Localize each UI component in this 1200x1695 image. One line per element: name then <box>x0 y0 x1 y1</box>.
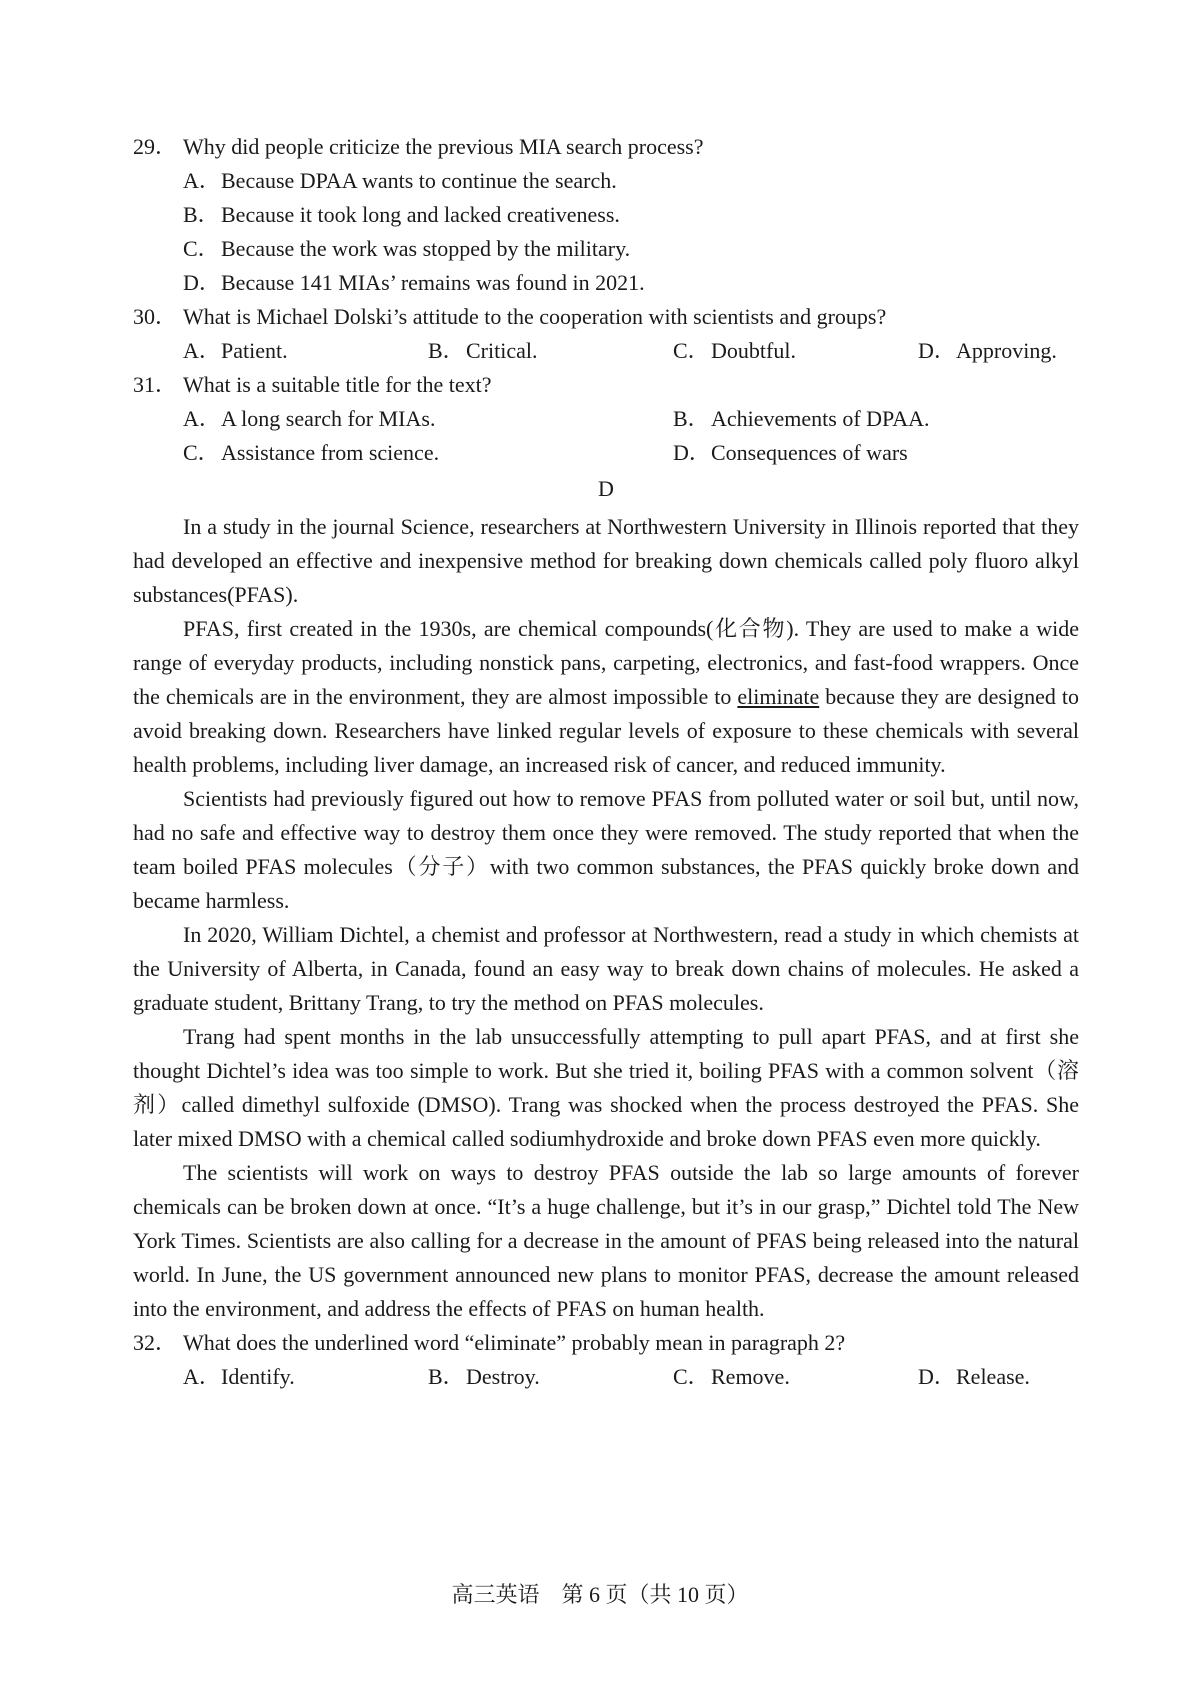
paragraph-6: The scientists will work on ways to destroy PFAS outside the lab so large amounts of forever chemicals can be broken down at once. “It’s a huge challenge, but it’s in our grasp,” Dichtel told The New York Times. Scientists are also calling for a decrease in the amount of PFAS being released into the natural world. In June, the US government announced new plans to monitor PFAS, decrease the amount released into the environment, and address the effects of PFAS on human health. <box>133 1160 1079 1321</box>
option-text: Doubtful. <box>711 338 796 363</box>
question-number: 31． <box>133 372 178 397</box>
paragraph-2-part-1: PFAS, first created in the 1930s, are chemical compounds(化合物). They are used to make a wide range of everyday products, including nonstick pans, carpeting, electronics, and fast-food wrappers. Once the chemicals are in the environment, they are almost impossible to <box>133 616 1079 709</box>
paragraph-2-part-2: because they are designed to avoid breaking down. Researchers have linked regular levels of exposure to these chemicals with several health problems, including liver damage, an increased risk of cancer, and reduced immunity. <box>133 684 1079 777</box>
option-letter: D． <box>673 440 711 465</box>
paragraph-3: Scientists had previously figured out how to remove PFAS from polluted water or soil but, until now, had no safe and effective way to destroy them once they were removed. The study reported that when the team boiled PFAS molecules（分子）with two common substances, the PFAS quickly broke down and became harmless. <box>133 786 1079 913</box>
question-31-options <box>183 402 1079 470</box>
option-letter: C． <box>183 440 220 465</box>
option-letter: D． <box>918 1364 956 1389</box>
option-c <box>673 1360 918 1394</box>
underlined-word: eliminate <box>737 684 820 709</box>
option-text: Remove. <box>711 1364 790 1389</box>
option-a <box>183 334 428 368</box>
paragraph-2 <box>133 612 1079 782</box>
option-text: Achievements of DPAA. <box>711 406 930 431</box>
option-text: Release. <box>956 1364 1030 1389</box>
option-text: Approving. <box>956 338 1057 363</box>
option-text: Assistance from science. <box>221 440 440 465</box>
option-letter: B． <box>673 406 710 431</box>
question-number: 29． <box>133 134 178 159</box>
exam-page <box>133 130 1079 1394</box>
paragraph-4: In 2020, William Dichtel, a chemist and professor at Northwestern, read a study in which chemists at the University of Alberta, in Canada, found an easy way to break down chains of molecules. He asked a graduate student, Brittany Trang, to try the method on PFAS molecules. <box>133 922 1079 1015</box>
option-letter: C． <box>673 1364 710 1389</box>
option-c <box>673 334 918 368</box>
option-letter: B． <box>428 338 465 363</box>
option-letter: A． <box>183 406 221 431</box>
page-footer: 高三英语 第 6 页（共 10 页） <box>451 1582 749 1607</box>
option-text: Identify. <box>221 1364 295 1389</box>
option-a <box>183 1360 428 1394</box>
question-text: What is Michael Dolski’s attitude to the cooperation with scientists and groups? <box>183 304 887 329</box>
section-heading: D <box>598 476 614 501</box>
option-d <box>673 436 1163 470</box>
option-c <box>183 232 630 266</box>
question-text: What does the underlined word “eliminate” probably mean in paragraph 2? <box>183 1330 846 1355</box>
paragraph-1: In a study in the journal Science, researchers at Northwestern University in Illinois reported that they had developed an effective and inexpensive method for breaking down chemicals called poly fluoro alkyl substances(PFAS). <box>133 514 1079 607</box>
question-32-options <box>183 1360 1079 1394</box>
question-30-options <box>183 334 1079 368</box>
question-29 <box>133 130 1079 164</box>
question-30 <box>133 300 1079 334</box>
option-text: A long search for MIAs. <box>221 406 436 431</box>
option-letter: D． <box>918 338 956 363</box>
option-b <box>673 402 1163 436</box>
option-text: Because 141 MIAs’ remains was found in 2021. <box>221 270 645 295</box>
option-letter: C． <box>673 338 710 363</box>
option-text: Because the work was stopped by the military. <box>221 236 631 261</box>
option-d <box>183 266 645 300</box>
option-a <box>183 402 673 436</box>
option-letter: D． <box>183 270 221 295</box>
option-text: Consequences of wars <box>711 440 908 465</box>
question-text: Why did people criticize the previous MIA search process? <box>183 134 704 159</box>
option-text: Because it took long and lacked creativeness. <box>221 202 620 227</box>
option-text: Patient. <box>221 338 288 363</box>
question-number: 30． <box>133 304 178 329</box>
option-d <box>918 1360 1163 1394</box>
option-a <box>183 164 617 198</box>
option-letter: C． <box>183 236 220 261</box>
option-text: Critical. <box>466 338 538 363</box>
question-number: 32． <box>133 1330 178 1355</box>
option-text: Destroy. <box>466 1364 540 1389</box>
paragraph-5: Trang had spent months in the lab unsuccessfully attempting to pull apart PFAS, and at first she thought Dichtel’s idea was too simple to work. But she tried it, boiling PFAS with a common solvent（溶剂）called dimethyl sulfoxide (DMSO). Trang was shocked when the process destroyed the PFAS. She later mixed DMSO with a chemical called sodiumhydroxide and broke down PFAS even more quickly. <box>133 1024 1079 1151</box>
option-c <box>183 436 673 470</box>
option-letter: A． <box>183 1364 221 1389</box>
option-b <box>428 334 673 368</box>
option-letter: A． <box>183 168 221 193</box>
option-b <box>428 1360 673 1394</box>
option-letter: A． <box>183 338 221 363</box>
option-d <box>918 334 1163 368</box>
option-letter: B． <box>428 1364 465 1389</box>
option-b <box>183 198 620 232</box>
question-32 <box>133 1326 1079 1360</box>
option-letter: B． <box>183 202 220 227</box>
question-text: What is a suitable title for the text? <box>183 372 492 397</box>
question-31 <box>133 368 1079 402</box>
question-29-options <box>183 164 1079 300</box>
option-text: Because DPAA wants to continue the search. <box>221 168 617 193</box>
